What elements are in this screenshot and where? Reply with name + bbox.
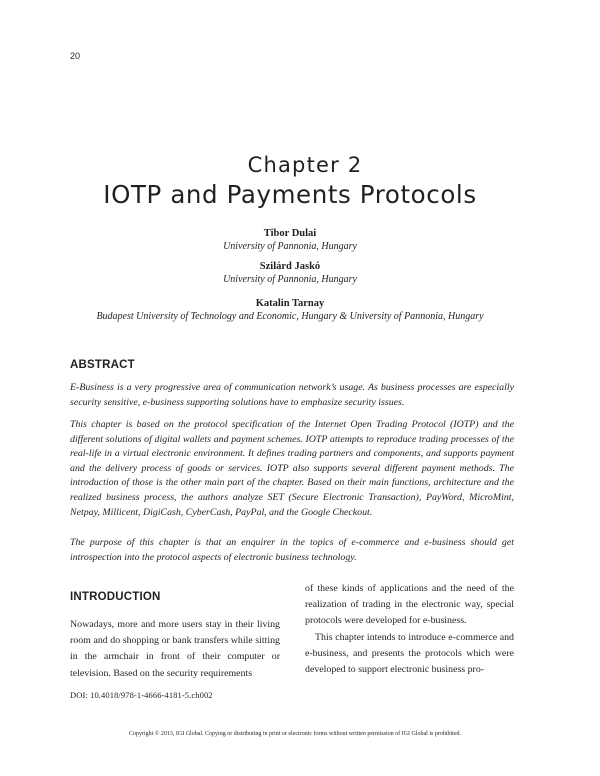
author-block <box>0 260 580 286</box>
author-affiliation: University of Pannonia, Hungary <box>223 274 357 285</box>
copyright-notice: Copyright © 2013, IGI Global. Copying or distributing in print or electronic forms without written permission of IGI Global is prohibited. <box>128 731 461 737</box>
introduction-heading: INTRODUCTION <box>70 591 161 603</box>
author-block <box>0 227 580 253</box>
intro-paragraph: Nowadays, more and more users stay in their living room and do shopping or bank transfers while sitting in the armchair in front of their computer or television. Based on the security requirements <box>70 619 280 679</box>
author-name: Tibor Dulai <box>263 228 317 239</box>
author-name: Szilárd Jaskó <box>259 261 321 272</box>
abstract-heading: ABSTRACT <box>70 359 135 371</box>
page-number: 20 <box>70 51 81 61</box>
intro-right-column <box>305 581 514 678</box>
chapter-label: Chapter 2 <box>247 153 363 177</box>
abstract-paragraph: This chapter is based on the protocol specification of the Internet Open Trading Protocol (IOTP) and the different solutions of digital wallets and payment schemes. IOTP attempts to reproduce trading processes of the real-life in a virtual electronic environment. It defines trading partners and components, and supports payment and the delivery process of goods or services. IOTP also supports several different payment methods. The introduction of those is the other main part of the chapter. Based on their main functions, architecture and the realized business process, the authors analyze SET (Secure Electronic Transaction), PayWord, MicroMint, Netpay, Millicent, DigiCash, CyberCash, PayPal, and the Google Checkout. <box>70 419 514 518</box>
abstract-paragraph: The purpose of this chapter is that an enquirer in the topics of e-commerce and e-business should get introspection into the protocol aspects of electronic business technology. <box>70 537 514 563</box>
doi: DOI: 10.4018/978-1-4666-4181-5.ch002 <box>70 690 213 700</box>
chapter-title: IOTP and Payments Protocols <box>103 180 477 209</box>
intro-paragraph: of these kinds of applications and the need of the realization of trading in the electronic way, special protocols were developed for e-business. <box>305 583 514 627</box>
abstract-paragraph: E-Business is a very progressive area of communication network’s usage. As business processes are especially security sensitive, e-business supporting solutions have to emphasize security issues. <box>70 382 514 408</box>
intro-left-column <box>70 617 280 682</box>
author-block <box>0 297 580 323</box>
author-name: Katalin Tarnay <box>255 298 325 309</box>
author-affiliation: Budapest University of Technology and Economic, Hungary & University of Pannonia, Hungary <box>96 311 484 322</box>
intro-paragraph: This chapter intends to introduce e-commerce and e-business, and presents the protocols which were developed to support electronic business pro- <box>305 631 514 676</box>
author-affiliation: University of Pannonia, Hungary <box>223 241 357 252</box>
